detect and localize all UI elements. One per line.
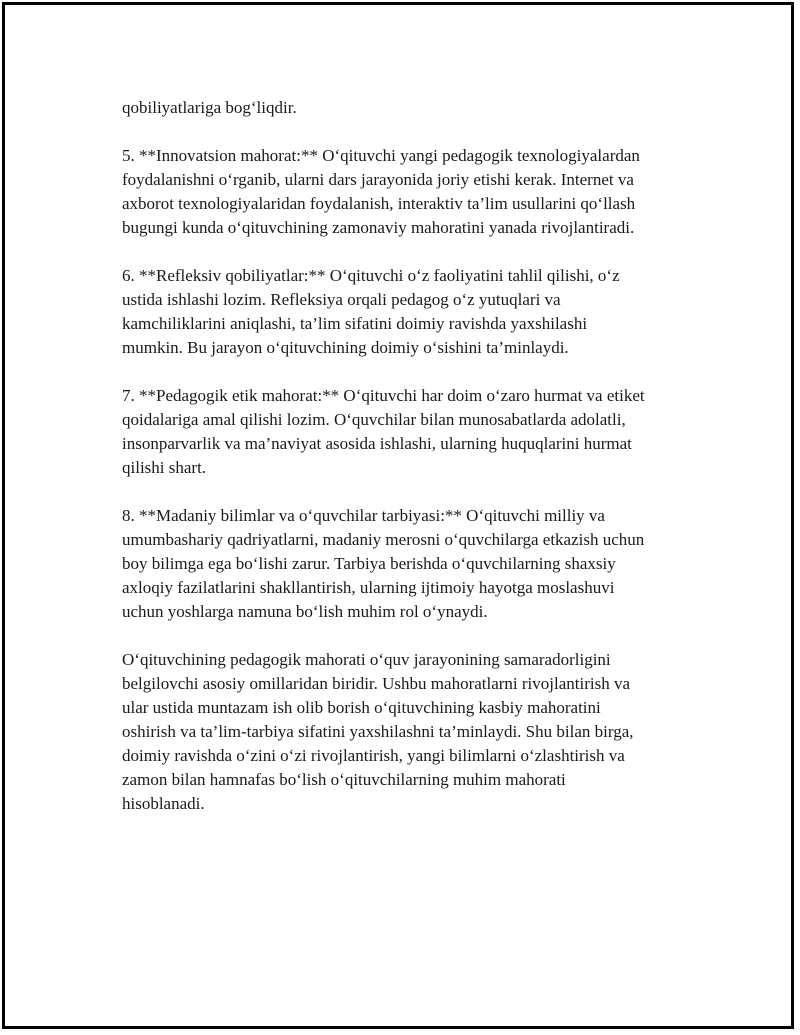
document-body xyxy=(122,96,702,816)
paragraph-innovatsion-mahorat: 5. **Innovatsion mahorat:** O‘qituvchi yangi pedagogik texnologiyalardan foydalanishni o‘rganib, ularni dars jarayonida joriy etishi kerak. Internet va axborot texnologiyalaridan foydalanish, interaktiv ta’lim usullarini qo‘llash bugungi kunda o‘qituvchining zamonaviy mahoratini yanada rivojlantiradi. xyxy=(122,146,640,237)
paragraph-refleksiv-qobiliyatlar: 6. **Refleksiv qobiliyatlar:** O‘qituvchi o‘z faoliyatini tahlil qilishi, o‘z ustida ishlashi lozim. Refleksiya orqali pedagog o‘z yutuqlari va kamchiliklarini aniqlashi, ta’lim sifatini doimiy ravishda yaxshilashi mumkin. Bu jarayon o‘qituvchining doimiy o‘sishini ta’minlaydi. xyxy=(122,266,620,357)
paragraph-madaniy-bilimlar: 8. **Madaniy bilimlar va o‘quvchilar tarbiyasi:** O‘qituvchi milliy va umumbashariy qadriyatlarni, madaniy merosni o‘quvchilarga etkazish uchun boy bilimga ega bo‘lishi zarur. Tarbiya berishda o‘quvchilarning shaxsiy axloqiy fazilatlarini shakllantirish, ularning ijtimoiy hayotga moslashuvi uchun yoshlarga namuna bo‘lish muhim rol o‘ynaydi. xyxy=(122,506,645,621)
paragraph-continuation: qobiliyatlariga bog‘liqdir. xyxy=(122,98,297,117)
paragraph-conclusion: O‘qituvchining pedagogik mahorati o‘quv jarayonining samaradorligini belgilovchi asosiy omillaridan biridir. Ushbu mahoratlarni rivojlantirish va ular ustida muntazam ish olib borish o‘qituvchining kasbiy mahoratini oshirish va ta’lim-tarbiya sifatini yaxshilashni ta’minlaydi. Shu bilan birga, doimiy ravishda o‘zini o‘zi rivojlantirish, yangi bilimlarni o‘zlashtirish va zamon bilan hamnafas bo‘lish o‘qituvchilarning muhim mahorati hisoblanadi. xyxy=(122,650,634,813)
paragraph-pedagogik-etik-mahorat: 7. **Pedagogik etik mahorat:** O‘qituvchi har doim o‘zaro hurmat va etiket qoidalariga amal qilishi lozim. O‘quvchilar bilan munosabatlarda adolatli, insonparvarlik va ma’naviyat asosida ishlashi, ularning huquqlarini hurmat qilishi shart. xyxy=(122,386,645,477)
page-border xyxy=(2,2,794,1029)
